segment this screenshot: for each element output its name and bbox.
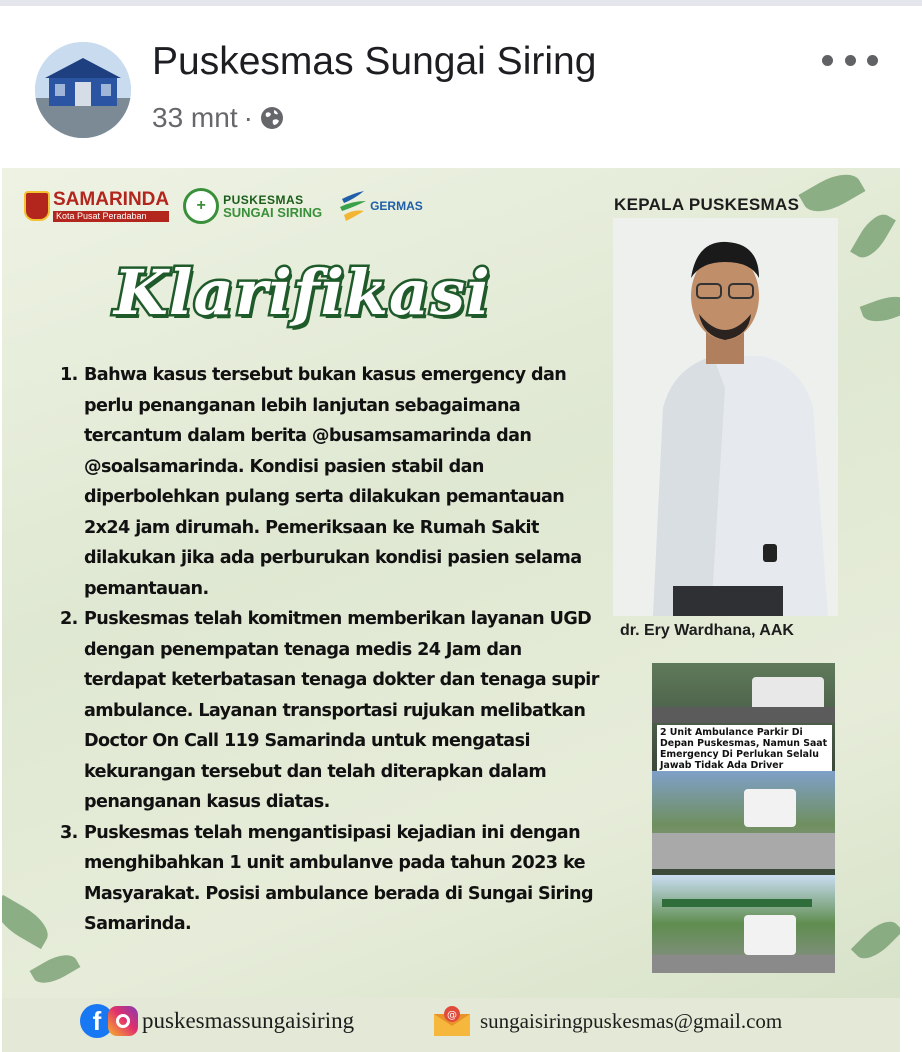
- svg-text:@: @: [447, 1010, 457, 1021]
- social-media: [80, 1004, 354, 1038]
- puskesmas-emblem-icon: +: [183, 188, 219, 224]
- list-item: 1. Bahwa kasus tersebut bukan kasus emergency dan perlu penanganan lebih lanjutan sebagaimana tercantum dalam berita @busamsamarinda dan @soalsamarinda. Kondisi pasien stabil dan diperbolehkan pulang serta dilakukan pemantauan 2x24 jam dirumah. Pemeriksaan ke Rumah Sakit dilakukan jika ada perburukan kondisi pasien selama pemantauan.: [60, 360, 605, 604]
- more-options-icon: [867, 55, 878, 66]
- page-name[interactable]: Puskesmas Sungai Siring: [152, 40, 597, 83]
- samarinda-logo-subtext: Kota Pusat Peradaban: [53, 211, 169, 222]
- leaf-decoration: [851, 914, 900, 966]
- point-text: Puskesmas telah mengantisipasi kejadian ini dengan menghibahkan 1 unit ambulanve pada tahun 2023 ke Masyarakat. Posisi ambulance berada di Sungai Siring Samarinda.: [84, 822, 593, 934]
- leaf-decoration: [860, 290, 900, 327]
- puskesmas-logo-line2: SUNGAI SIRING: [223, 204, 323, 220]
- puskesmas-logo-line1: PUSKESMAS: [223, 192, 304, 207]
- facebook-icon: f: [80, 1004, 114, 1038]
- list-item: 3. Puskesmas telah mengantisipasi kejadian ini dengan menghibahkan 1 unit ambulanve pada tahun 2023 ke Masyarakat. Posisi ambulance berada di Sungai Siring Samarinda.: [60, 818, 605, 940]
- instagram-icon: [108, 1006, 138, 1036]
- news-caption: 2 Unit Ambulance Parkir Di Depan Puskesmas, Namun Saat Emergency Di Perlukan Selalu Jawab Tidak Ada Driver: [657, 725, 832, 773]
- leaf-decoration: [2, 895, 55, 949]
- email-icon: [432, 1004, 472, 1038]
- news-screenshot-photo: [652, 663, 835, 973]
- more-options-icon: [822, 55, 833, 66]
- more-options-button[interactable]: [822, 50, 878, 70]
- head-portrait-photo: [613, 218, 838, 616]
- list-item: 2. Puskesmas telah komitmen memberikan layanan UGD dengan penempatan tenaga medis 24 Jam dan terdapat keterbatasan tenaga dokter dan tenaga supir ambulance. Layanan transportasi rujukan melibatkan Doctor On Call 119 Samarinda untuk mengatasi kekurangan tersebut dan telah diterapkan dalam penanganan kasus diatas.: [60, 604, 605, 818]
- head-label: KEPALA PUSKESMAS: [614, 195, 800, 214]
- social-handle: puskesmassungaisiring: [142, 1008, 355, 1033]
- page-avatar[interactable]: [35, 42, 131, 138]
- leaf-decoration: [799, 168, 866, 221]
- feed-divider: [0, 0, 922, 6]
- post-time[interactable]: 33 mnt: [152, 102, 238, 133]
- meta-separator: ·: [243, 102, 253, 133]
- leaf-decoration: [30, 948, 81, 990]
- samarinda-crest-icon: [24, 191, 50, 221]
- head-name: dr. Ery Wardhana, AAK: [620, 622, 794, 639]
- email-address: sungaisiringpuskesmas@gmail.com: [480, 1008, 783, 1033]
- clarification-points: [60, 360, 605, 940]
- puskesmas-logo: [183, 188, 322, 224]
- email-contact: [432, 1004, 782, 1038]
- samarinda-logo: [24, 190, 169, 222]
- point-text: Puskesmas telah komitmen memberikan layanan UGD dengan penempatan tenaga medis 24 Jam dan terdapat keterbatasan tenaga dokter dan tenaga supir ambulance. Layanan transportasi rujukan melibatkan Doctor On Call 119 Samarinda untuk mengatasi kekurangan tersebut dan telah diterapkan dalam penanganan kasus diatas.: [84, 609, 599, 812]
- contact-footer: [2, 998, 900, 1052]
- more-options-icon: [845, 55, 856, 66]
- post-image[interactable]: [2, 168, 900, 1052]
- globe-icon[interactable]: [259, 105, 285, 131]
- germas-swoosh-icon: [338, 189, 368, 223]
- clarification-title: Klarifikasi: [114, 256, 491, 329]
- leaf-decoration: [850, 208, 896, 263]
- samarinda-logo-text: SAMARINDA: [53, 189, 170, 210]
- logo-row: [24, 188, 423, 224]
- germas-logo-text: GERMAS: [370, 199, 423, 213]
- post-meta: [152, 102, 285, 134]
- germas-logo: [338, 189, 423, 223]
- point-text: Bahwa kasus tersebut bukan kasus emergency dan perlu penanganan lebih lanjutan sebagaimana tercantum dalam berita @busamsamarinda dan @soalsamarinda. Kondisi pasien stabil dan diperbolehkan pulang serta dilakukan pemantauan 2x24 jam dirumah. Pemeriksaan ke Rumah Sakit dilakukan jika ada perburukan kondisi pasien selama pemantauan.: [84, 365, 582, 599]
